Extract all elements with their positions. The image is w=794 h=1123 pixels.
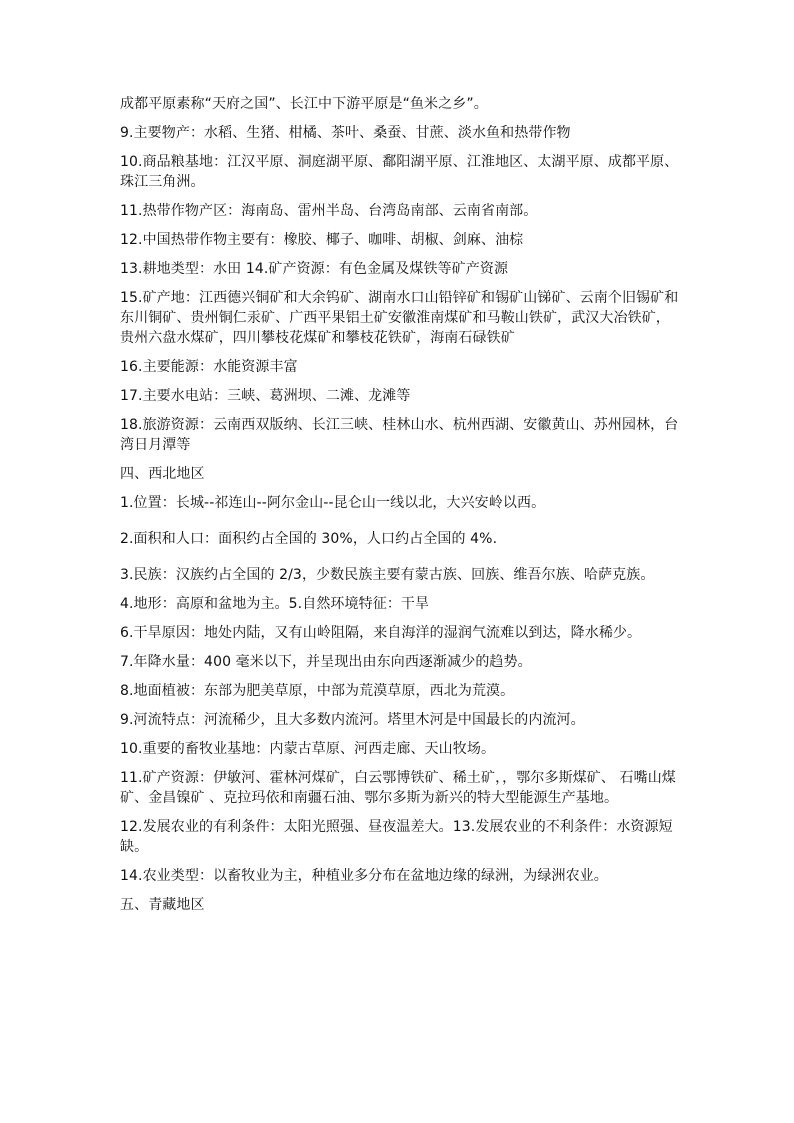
- paragraph-nw-area-population: 2.面积和人口：面积约占全国的 30%，人口约占全国的 4%.: [120, 531, 498, 547]
- paragraph-nw-minerals: 11.矿产资源：伊敏河、霍林河煤矿，白云鄂博铁矿、稀土矿，，鄂尔多斯煤矿、 石嘴山煤矿、金昌镍矿 、克拉玛依和南疆石油、鄂尔多斯为新兴的特大型能源生产基地。: [120, 770, 676, 806]
- paragraph-nw-vegetation: 8.地面植被：东部为肥美草原，中部为荒漠草原，西北为荒漠。: [120, 683, 515, 699]
- paragraph-main-products: 9.主要物产：水稻、生猪、柑橘、茶叶、桑蚕、甘蔗、淡水鱼和热带作物: [120, 125, 571, 141]
- paragraph-energy: 16.主要能源：水能资源丰富: [120, 359, 298, 375]
- paragraph-farmland-minerals: 13.耕地类型：水田 14.矿产资源：有色金属及煤铁等矿产资源: [120, 261, 509, 277]
- paragraph-nw-pastoral-bases: 10.重要的畜牧业基地：内蒙古草原、河西走廊、天山牧场。: [120, 741, 496, 757]
- paragraph-tropical-areas: 11.热带作物产区：海南岛、雷州半岛、台湾岛南部、云南省南部。: [120, 203, 538, 219]
- paragraph-nw-terrain: 4.地形：高原和盆地为主。5.自然环境特征：干旱: [120, 596, 430, 612]
- paragraph-tropical-crops: 12.中国热带作物主要有：橡胶、椰子、咖啡、胡椒、剑麻、油棕: [120, 232, 524, 248]
- paragraph-mine-sites: 15.矿产地：江西德兴铜矿和大余钨矿、湖南水口山铅锌矿和锡矿山锑矿、云南个旧锡矿和东川铜矿、贵州铜仁汞矿、广西平果铝土矿安徽淮南煤矿和马鞍山铁矿，武汉大冶铁矿，贵州六盘水煤矿，四川攀枝花煤矿和攀枝花铁矿，海南石碌铁矿: [120, 290, 679, 346]
- section-heading-northwest: 四、西北地区: [120, 466, 205, 482]
- section-heading-qingzang: 五、青藏地区: [120, 897, 205, 913]
- paragraph-chengdu-plain: 成都平原素称“天府之国”、长江中下游平原是“鱼米之乡”。: [120, 96, 488, 112]
- paragraph-hydro-stations: 17.主要水电站：三峡、葛洲坝、二滩、龙滩等: [120, 388, 411, 404]
- paragraph-nw-agri-conditions: 12.发展农业的有利条件：太阳光照强、昼夜温差大。13.发展农业的不利条件：水资源短缺。: [120, 819, 673, 855]
- paragraph-nw-rivers: 9.河流特点：河流稀少，且大多数内流河。塔里木河是中国最长的内流河。: [120, 712, 585, 728]
- paragraph-nw-precipitation: 7.年降水量：400 毫米以下，并呈现出由东向西逐渐减少的趋势。: [120, 654, 532, 670]
- paragraph-nw-location: 1.位置：长城--祁连山--阿尔金山--昆仑山一线以北，大兴安岭以西。: [120, 495, 546, 511]
- paragraph-nw-ethnicity: 3.民族：汉族约占全国的 2/3，少数民族主要有蒙古族、回族、维吾尔族、哈萨克族。: [120, 567, 655, 583]
- paragraph-nw-agri-type: 14.农业类型：以畜牧业为主，种植业多分布在盆地边缘的绿洲，为绿洲农业。: [120, 868, 608, 884]
- paragraph-tourism: 18.旅游资源：云南西双版纳、长江三峡、桂林山水、杭州西湖、安徽黄山、苏州园林，台湾日月潭等: [120, 417, 679, 453]
- document-body: [120, 94, 680, 924]
- paragraph-nw-drought-cause: 6.干旱原因：地处内陆，又有山岭阻隔，来自海洋的湿润气流难以到达，降水稀少。: [120, 625, 642, 641]
- paragraph-grain-bases: 10.商品粮基地：江汉平原、洞庭湖平原、鄱阳湖平原、江淮地区、太湖平原、成都平原、珠江三角洲。: [120, 154, 679, 190]
